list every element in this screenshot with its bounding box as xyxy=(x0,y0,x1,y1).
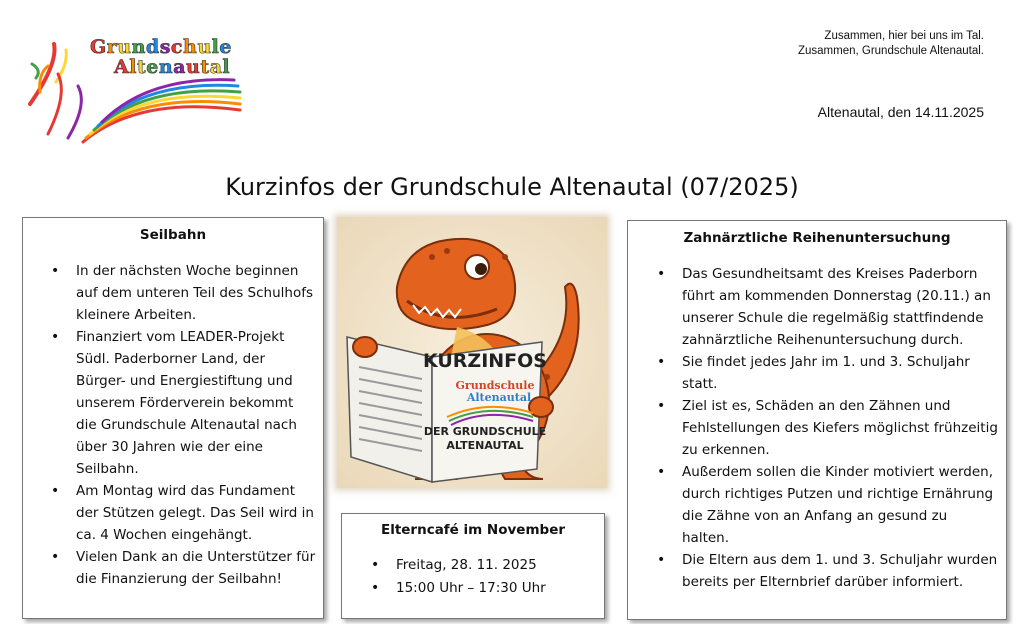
motto-line: Zusammen, Grundschule Altenautal. xyxy=(797,45,984,57)
letter-date: Altenautal, den 14.11.2025 xyxy=(817,104,984,120)
newspaper-title: KURZINFOS xyxy=(422,350,548,372)
zahnarzt-list xyxy=(682,263,998,593)
list-item: • 15:00 Uhr – 17:30 Uhr xyxy=(396,577,604,600)
dinosaur-icon xyxy=(337,217,607,488)
list-item: • Vielen Dank an die Unterstützer für die Finanzierung der Seilbahn! xyxy=(76,546,316,590)
list-item: • Das Gesundheitsamt des Kreises Paderborn führt am kommenden Donnerstag (20.11.) an unserer Schule die regelmäßig stattfindende zahnärztliche Reihenuntersuchung durch. xyxy=(682,263,998,351)
newspaper-caption-line2: ALTENAUTAL xyxy=(446,439,524,452)
newspaper-logo-line2: Altenautal xyxy=(466,391,532,404)
newspaper-logo-line1: Grundschule xyxy=(455,379,535,392)
list-item: • Die Eltern aus dem 1. und 3. Schuljahr wurden bereits per Elternbrief darüber informiert. xyxy=(682,549,998,593)
logo-line1: Grundschule xyxy=(90,36,232,58)
motto-line: Zusammen, hier bei uns im Tal. xyxy=(824,30,984,42)
list-item: • Ziel ist es, Schäden an den Zähnen und Fehlstellungen des Kiefers möglichst frühzeitig zu erkennen. xyxy=(682,395,998,461)
list-item: • Außerdem sollen die Kinder motiviert werden, durch richtiges Putzen und richtige Ernährung die Zähne von an Anfang an gesund zu halten. xyxy=(682,461,998,549)
dinosaur-newspaper-illustration xyxy=(337,217,607,488)
school-logo xyxy=(28,34,248,146)
list-item: • Freitag, 28. 11. 2025 xyxy=(396,554,604,577)
elterncafe-list xyxy=(396,554,604,600)
seilbahn-heading: Seilbahn xyxy=(139,227,207,243)
school-motto xyxy=(798,29,984,59)
list-item: • In der nächsten Woche beginnen auf dem unteren Teil des Schulhofs kleinere Arbeiten. xyxy=(76,260,316,326)
zahnarzt-heading: Zahnärztliche Reihenuntersuchung xyxy=(683,230,951,246)
list-item: • Sie findet jedes Jahr im 1. und 3. Schuljahr statt. xyxy=(682,351,998,395)
newspaper-caption-line1: DER GRUNDSCHULE xyxy=(423,425,547,438)
page-title: Kurzinfos der Grundschule Altenautal (07/2025) xyxy=(225,173,799,201)
zahnarzt-box xyxy=(627,220,1007,620)
elterncafe-box xyxy=(341,513,605,619)
elterncafe-heading: Elterncafé im November xyxy=(380,522,566,538)
logo-line2: Altenautal xyxy=(114,56,231,78)
seilbahn-list xyxy=(76,260,316,590)
seilbahn-box xyxy=(22,217,324,619)
list-item: • Am Montag wird das Fundament der Stützen gelegt. Das Seil wird in ca. 4 Wochen eingehängt. xyxy=(76,480,316,546)
list-item: • Finanziert vom LEADER-Projekt Südl. Paderborner Land, der Bürger- und Energiestiftung und unserem Förderverein bekommt die Grundschule Altenautal nach über 30 Jahren wie der eine Seilbahn. xyxy=(76,326,316,480)
